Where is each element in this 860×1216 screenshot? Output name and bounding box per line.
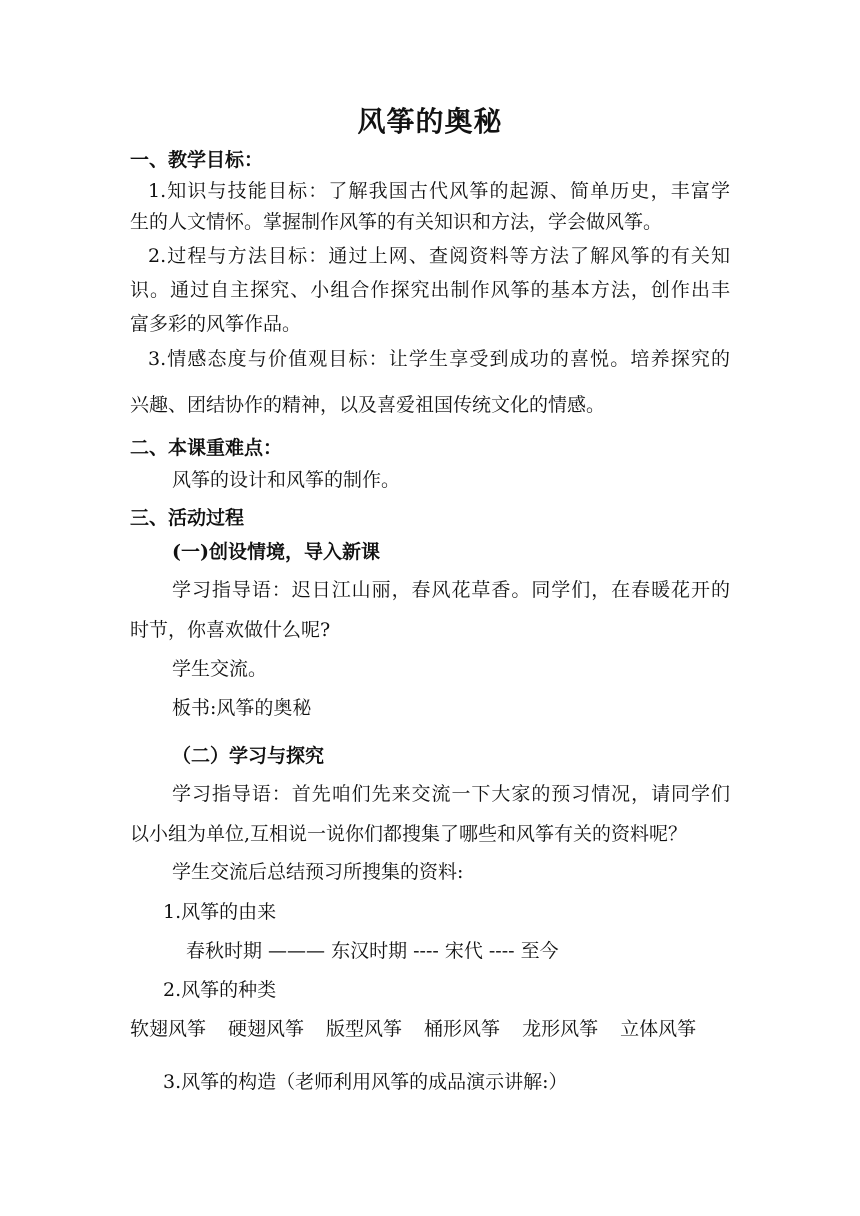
section-heading-keypoints: 二、本课重难点： xyxy=(130,437,283,459)
kite-kind: 立体风筝 xyxy=(620,1018,697,1040)
student-exchange-text: 学生交流。 xyxy=(172,658,268,680)
item-kinds: 2.风筝的种类 xyxy=(163,979,277,1001)
kite-kind: 软翅风筝 xyxy=(130,1018,207,1040)
item-structure: 3.风筝的构造（老师利用风筝的成品演示讲解:） xyxy=(163,1071,568,1093)
guide-1-line-2: 时节，你喜欢做什么呢? xyxy=(130,619,331,641)
kite-kind-list xyxy=(130,1015,696,1043)
goal-3-line-2: 兴趣、团结协作的精神，以及喜爱祖国传统文化的情感。 xyxy=(130,394,606,416)
kite-kind: 硬翅风筝 xyxy=(228,1018,305,1040)
guide-2-line-1: 学习指导语：首先咱们先来交流一下大家的预习情况，请同学们 xyxy=(172,783,730,805)
summary-text: 学生交流后总结预习所搜集的资料: xyxy=(172,861,464,883)
goal-2-line-2: 识。通过自主探究、小组合作探究出制作风筝的基本方法，创作出丰 xyxy=(130,279,730,301)
guide-2-line-2: 以小组为单位,互相说一说你们都搜集了哪些和风筝有关的资料呢？ xyxy=(130,823,688,845)
kite-kind: 桶形风筝 xyxy=(424,1018,501,1040)
subsection-heading-1: (一)创设情境，导入新课 xyxy=(172,541,380,563)
guide-1-line-1: 学习指导语：迟日江山丽，春风花草香。同学们，在春暖花开的 xyxy=(172,579,730,601)
goal-2-line-3: 富多彩的风筝作品。 xyxy=(130,313,302,335)
goal-1-line-2: 生的人文情怀。掌握制作风筝的有关知识和方法，学会做风筝。 xyxy=(130,211,663,233)
blackboard-text: 板书:风筝的奥秘 xyxy=(172,697,312,719)
keypoints-text: 风筝的设计和风筝的制作。 xyxy=(172,469,401,491)
subsection-heading-2: （二）学习与探究 xyxy=(172,745,325,767)
kite-kind: 龙形风筝 xyxy=(522,1018,599,1040)
goal-3-line-1: 3.情感态度与价值观目标：让学生享受到成功的喜悦。培养探究的 xyxy=(148,348,730,370)
item-origin: 1.风筝的由来 xyxy=(163,901,277,923)
section-heading-process: 三、活动过程 xyxy=(130,507,245,529)
goal-1-line-1: 1.知识与技能目标：了解我国古代风筝的起源、简单历史，丰富学 xyxy=(148,180,730,202)
goal-2-line-1: 2.过程与方法目标：通过上网、查阅资料等方法了解风筝的有关知 xyxy=(148,245,730,267)
kite-kind: 版型风筝 xyxy=(326,1018,403,1040)
timeline-text: 春秋时期 ——— 东汉时期 ---- 宋代 ---- 至今 xyxy=(186,940,559,962)
page-title: 风筝的奥秘 xyxy=(357,105,503,138)
section-heading-goals: 一、教学目标： xyxy=(130,149,264,171)
